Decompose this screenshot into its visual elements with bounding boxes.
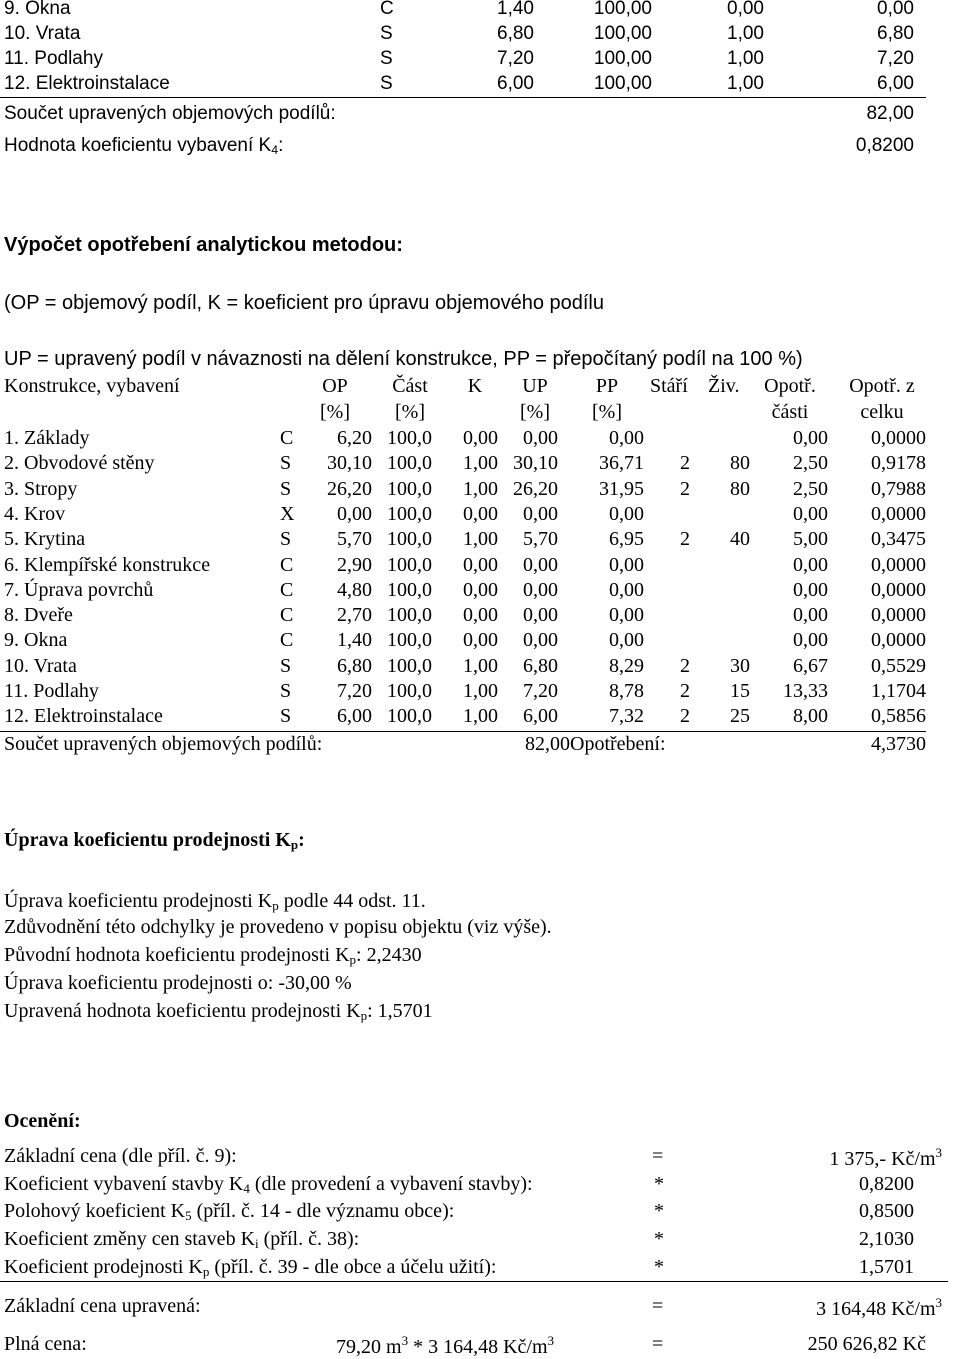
wear-row-ziv: 80	[730, 452, 750, 474]
wear-row-opotr-celku: 0,5529	[871, 655, 926, 677]
wear-row-opotr-casti: 2,50	[793, 478, 828, 500]
wear-row-cast: 100,0	[387, 503, 432, 525]
wear-row-cast: 100,0	[387, 655, 432, 677]
wear-row-pp: 8,78	[609, 680, 644, 702]
top-row-value-c: 1,00	[727, 23, 764, 44]
kp-line-5: Upravená hodnota koeficientu prodejnosti $K_p$: 1,5701	[4, 1000, 433, 1023]
wear-row-code: S	[280, 705, 292, 727]
wear-row-cast: 100,0	[387, 452, 432, 474]
top-row-name: 9. Okna	[4, 0, 71, 19]
wear-row-code: C	[280, 604, 294, 626]
wear-row-name: 2. Obvodové stěny	[4, 452, 155, 474]
wear-row-cast: 100,0	[387, 478, 432, 500]
wear-row-op: 4,80	[337, 579, 372, 601]
top-row-value-c: 1,00	[727, 48, 764, 69]
base-price-label: Základní cena upravená:	[4, 1295, 201, 1317]
hdr-opotr-unit: části	[771, 401, 809, 423]
oc-row-2-op: *	[654, 1173, 664, 1195]
wear-row-opotr-celku: 0,0000	[871, 629, 926, 651]
wear-row-ziv: 30	[730, 655, 750, 677]
wear-row-name: 1. Základy	[4, 427, 90, 449]
wear-note-2: UP = upravený podíl v návaznosti na dělení konstrukce, PP = přepočítaný podíl na 100 %)	[4, 348, 803, 370]
wear-row-opotr-celku: 0,0000	[871, 579, 926, 601]
wear-row-up: 0,00	[523, 554, 558, 576]
wear-row-cast: 100,0	[387, 579, 432, 601]
wear-row-up: 0,00	[523, 427, 558, 449]
top-row-value-a: 6,00	[497, 73, 534, 94]
hdr-opotr-celku-unit: celku	[860, 401, 904, 423]
wear-row-pp: 36,71	[599, 452, 644, 474]
wear-row-op: 6,80	[337, 655, 372, 677]
wear-row-pp: 8,29	[609, 655, 644, 677]
oc-row-1-label: Základní cena (dle příl. č. 9):	[4, 1145, 237, 1167]
wear-row-op: 6,00	[337, 705, 372, 727]
top-row-value-c: 1,00	[727, 73, 764, 94]
top-row-name: 12. Elektroinstalace	[4, 73, 170, 94]
oc-row-4-value: 2,1030	[859, 1228, 914, 1250]
kp-heading: Úprava koeficientu prodejnosti $K_p$:	[4, 829, 305, 852]
wear-row-k: 0,00	[463, 554, 498, 576]
top-sum-label: Součet upravených objemových podílů:	[4, 103, 336, 124]
wear-sum-label: Součet upravených objemových podílů:	[4, 733, 323, 755]
wear-row-code: S	[280, 680, 292, 702]
wear-row-stari: 2	[680, 705, 690, 727]
wear-row-opotr-casti: 0,00	[793, 604, 828, 626]
top-table-divider	[0, 97, 926, 98]
oceneni-heading: Ocenění:	[4, 1110, 81, 1132]
wear-row-up: 0,00	[523, 629, 558, 651]
wear-row-opotr-celku: 0,0000	[871, 427, 926, 449]
wear-table-divider	[0, 731, 926, 732]
wear-row-k: 0,00	[463, 503, 498, 525]
wear-row-name: 7. Úprava povrchů	[4, 579, 154, 601]
wear-total-label: Opotřebení:	[570, 733, 666, 755]
oc-row-3-op: *	[654, 1200, 664, 1222]
top-row-name: 10. Vrata	[4, 23, 81, 44]
hdr-up-unit: [%]	[520, 401, 550, 423]
wear-sum-value: 82,00	[525, 733, 570, 755]
kp-line-2: Zdůvodnění této odchylky je provedeno v popisu objektu (viz výše).	[4, 916, 552, 938]
wear-row-code: C	[280, 629, 294, 651]
full-price-op: =	[652, 1333, 664, 1355]
top-row-code: C	[380, 0, 394, 19]
wear-row-opotr-casti: 8,00	[793, 705, 828, 727]
top-row-code: S	[380, 48, 393, 69]
wear-row-name: 11. Podlahy	[4, 680, 99, 702]
wear-row-stari: 2	[680, 528, 690, 550]
wear-row-name: 5. Krytina	[4, 528, 86, 550]
full-price-label: Plná cena:	[4, 1333, 87, 1355]
wear-row-ziv: 80	[730, 478, 750, 500]
wear-row-pp: 7,32	[609, 705, 644, 727]
hdr-k: K	[467, 375, 483, 397]
top-row-value-b: 100,00	[593, 0, 652, 19]
wear-row-code: C	[280, 427, 294, 449]
wear-row-cast: 100,0	[387, 680, 432, 702]
top-row-value-b: 100,00	[593, 73, 652, 94]
wear-row-k: 1,00	[463, 452, 498, 474]
kp-line-4: Úprava koeficientu prodejnosti o: -30,00 %	[4, 972, 352, 994]
top-row-value-d: 6,80	[877, 23, 914, 44]
wear-row-code: S	[280, 655, 292, 677]
wear-row-up: 6,80	[523, 655, 558, 677]
oc-row-2-value: 0,8200	[859, 1173, 914, 1195]
top-row-value-d: 6,00	[877, 73, 914, 94]
wear-row-opotr-celku: 0,3475	[871, 528, 926, 550]
wear-row-op: 0,00	[337, 503, 372, 525]
wear-row-k: 1,00	[463, 705, 498, 727]
wear-row-pp: 31,95	[599, 478, 644, 500]
wear-row-pp: 0,00	[609, 604, 644, 626]
full-price-calc: 79,20 $m^3 * 3$ 164,48 $Kč/m^3$	[336, 1333, 554, 1358]
wear-row-k: 0,00	[463, 629, 498, 651]
wear-row-k: 1,00	[463, 478, 498, 500]
wear-row-code: C	[280, 579, 294, 601]
wear-row-name: 3. Stropy	[4, 478, 78, 500]
wear-row-pp: 0,00	[609, 554, 644, 576]
oc-row-2-label: Koeficient vybavení stavby $K_4$ (dle provedení a vybavení stavby):	[4, 1173, 533, 1196]
oceneni-divider	[0, 1281, 948, 1282]
oc-row-5-value: 1,5701	[859, 1256, 914, 1278]
hdr-pp: PP	[595, 375, 619, 397]
base-price-value: 3 164,48 $Kč/m^3$	[816, 1295, 942, 1320]
wear-row-pp: 0,00	[609, 579, 644, 601]
wear-row-up: 6,00	[523, 705, 558, 727]
top-row-value-a: 7,20	[497, 48, 534, 69]
wear-row-op: 7,20	[337, 680, 372, 702]
wear-row-ziv: 40	[730, 528, 750, 550]
wear-row-op: 2,70	[337, 604, 372, 626]
wear-row-up: 0,00	[523, 579, 558, 601]
wear-row-cast: 100,0	[387, 629, 432, 651]
wear-row-stari: 2	[680, 452, 690, 474]
wear-row-cast: 100,0	[387, 528, 432, 550]
wear-row-name: 8. Dveře	[4, 604, 73, 626]
hdr-opotr-celku: Opotř. z	[849, 375, 915, 397]
hdr-opotr: Opotř.	[764, 375, 816, 397]
wear-row-stari: 2	[680, 680, 690, 702]
wear-row-pp: 0,00	[609, 427, 644, 449]
wear-row-code: X	[280, 503, 295, 525]
wear-row-ziv: 15	[730, 680, 750, 702]
hdr-op-unit: [%]	[320, 401, 350, 423]
hdr-op: OP	[322, 375, 348, 397]
wear-row-opotr-celku: 0,0000	[871, 503, 926, 525]
wear-row-opotr-celku: 0,5856	[871, 705, 926, 727]
top-row-value-b: 100,00	[593, 23, 652, 44]
wear-row-name: 6. Klempířské konstrukce	[4, 554, 211, 576]
wear-row-name: 9. Okna	[4, 629, 68, 651]
top-row-value-b: 100,00	[593, 48, 652, 69]
top-row-code: S	[380, 73, 393, 94]
k4-label: Hodnota koeficientu vybavení $K_4$:	[4, 135, 284, 157]
k4-value: 0,8200	[855, 135, 914, 156]
wear-note-1: (OP = objemový podíl, K = koeficient pro úpravu objemového podílu	[4, 292, 604, 314]
wear-row-cast: 100,0	[387, 427, 432, 449]
base-price-op: =	[652, 1295, 664, 1317]
wear-row-opotr-casti: 0,00	[793, 503, 828, 525]
wear-row-cast: 100,0	[387, 554, 432, 576]
wear-row-name: 4. Krov	[4, 503, 66, 525]
wear-row-opotr-celku: 0,0000	[871, 604, 926, 626]
top-row-value-d: 0,00	[877, 0, 914, 19]
top-sum-value: 82,00	[866, 103, 914, 124]
wear-row-code: S	[280, 528, 292, 550]
oc-row-1-op: =	[652, 1145, 664, 1167]
wear-row-opotr-casti: 0,00	[793, 554, 828, 576]
wear-row-cast: 100,0	[387, 604, 432, 626]
wear-row-opotr-celku: 0,9178	[871, 452, 926, 474]
wear-row-opotr-casti: 0,00	[793, 629, 828, 651]
hdr-name: Konstrukce, vybavení	[4, 375, 180, 397]
wear-row-k: 0,00	[463, 579, 498, 601]
wear-row-stari: 2	[680, 478, 690, 500]
hdr-cast-unit: [%]	[395, 401, 425, 423]
wear-row-opotr-celku: 1,1704	[871, 680, 926, 702]
wear-row-code: S	[280, 452, 292, 474]
top-row-value-a: 1,40	[497, 0, 534, 19]
wear-row-k: 1,00	[463, 680, 498, 702]
wear-row-code: S	[280, 478, 292, 500]
wear-row-op: 1,40	[337, 629, 372, 651]
wear-row-opotr-celku: 0,0000	[871, 554, 926, 576]
wear-row-opotr-casti: 6,67	[793, 655, 828, 677]
wear-heading: Výpočet opotřebení analytickou metodou:	[4, 234, 403, 256]
wear-row-up: 7,20	[523, 680, 558, 702]
wear-row-up: 0,00	[523, 604, 558, 626]
oc-row-1-value: 1 375,- $Kč/m^3$	[829, 1145, 942, 1170]
kp-line-3: Původní hodnota koeficientu prodejnosti $K_p$: 2,2430	[4, 944, 422, 967]
wear-row-code: C	[280, 554, 294, 576]
kp-line-1: Úprava koeficientu prodejnosti $K_p$ podle 44 odst. 11.	[4, 890, 426, 913]
wear-row-opotr-casti: 0,00	[793, 579, 828, 601]
wear-row-name: 12. Elektroinstalace	[4, 705, 163, 727]
wear-row-op: 30,10	[327, 452, 372, 474]
wear-row-stari: 2	[680, 655, 690, 677]
oc-row-3-value: 0,8500	[859, 1200, 914, 1222]
oc-row-5-label: Koeficient prodejnosti $K_p$ (příl. č. 39 - dle obce a účelu užití):	[4, 1256, 497, 1279]
oc-row-4-label: Koeficient změny cen staveb $K_i$ (příl. č. 38):	[4, 1228, 360, 1251]
hdr-pp-unit: [%]	[592, 401, 622, 423]
wear-total-value: 4,3730	[871, 733, 926, 755]
wear-row-pp: 0,00	[609, 503, 644, 525]
wear-row-pp: 6,95	[609, 528, 644, 550]
wear-row-opotr-casti: 5,00	[793, 528, 828, 550]
wear-row-opotr-celku: 0,7988	[871, 478, 926, 500]
wear-row-k: 0,00	[463, 427, 498, 449]
wear-row-opotr-casti: 2,50	[793, 452, 828, 474]
top-row-value-d: 7,20	[877, 48, 914, 69]
full-price-value: 250 626,82 Kč	[807, 1333, 926, 1355]
wear-row-cast: 100,0	[387, 705, 432, 727]
wear-row-op: 5,70	[337, 528, 372, 550]
hdr-up: UP	[522, 375, 548, 397]
top-row-code: S	[380, 23, 393, 44]
oc-row-5-op: *	[654, 1256, 664, 1278]
wear-row-k: 1,00	[463, 528, 498, 550]
top-row-value-c: 0,00	[727, 0, 764, 19]
wear-row-up: 26,20	[513, 478, 558, 500]
top-row-value-a: 6,80	[497, 23, 534, 44]
wear-row-op: 26,20	[327, 478, 372, 500]
hdr-stari: Stáří	[650, 375, 688, 397]
wear-row-pp: 0,00	[609, 629, 644, 651]
wear-row-up: 5,70	[523, 528, 558, 550]
wear-row-opotr-casti: 13,33	[783, 680, 828, 702]
wear-row-op: 2,90	[337, 554, 372, 576]
wear-row-op: 6,20	[337, 427, 372, 449]
wear-row-name: 10. Vrata	[4, 655, 77, 677]
top-row-name: 11. Podlahy	[4, 48, 103, 69]
wear-row-opotr-casti: 0,00	[793, 427, 828, 449]
wear-row-k: 1,00	[463, 655, 498, 677]
oc-row-3-label: Polohový koeficient $K_5$ (příl. č. 14 - dle významu obce):	[4, 1200, 455, 1223]
oc-row-4-op: *	[654, 1228, 664, 1250]
wear-row-up: 30,10	[513, 452, 558, 474]
wear-row-ziv: 25	[730, 705, 750, 727]
wear-row-up: 0,00	[523, 503, 558, 525]
hdr-ziv: Živ.	[708, 375, 740, 397]
wear-row-k: 0,00	[463, 604, 498, 626]
hdr-cast: Část	[392, 375, 428, 397]
